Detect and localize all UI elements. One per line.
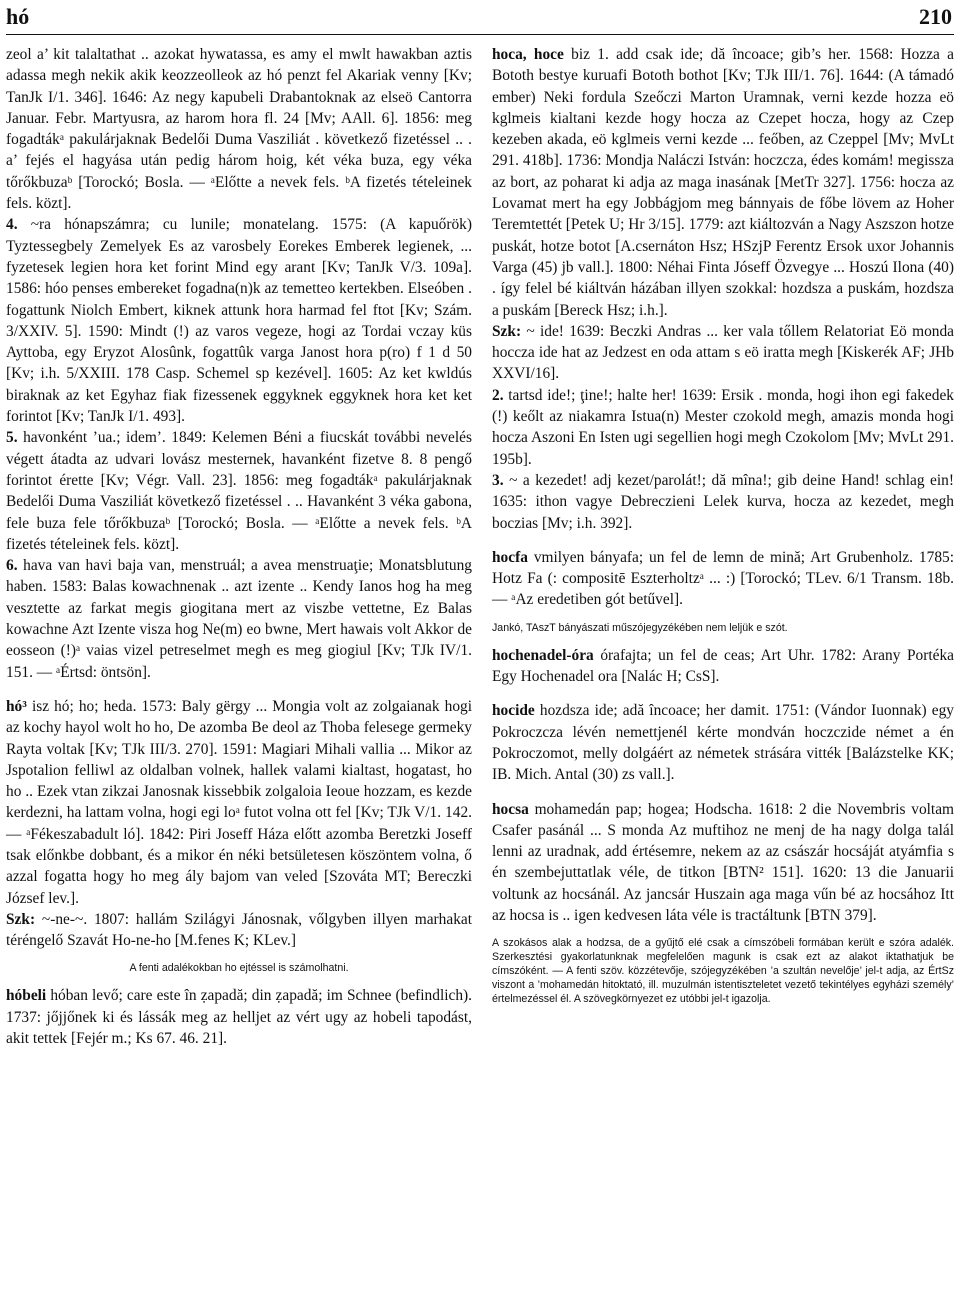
header-headword: hó xyxy=(6,4,30,29)
entry-text: vmilyen bányafa; un fel de lemn de mină; Art Grubenholz. 1785: Hotz Fa (: compositē Eszterholtzᵃ ... :) [Torockó; TLev. 6/1 Transm. 18b. — ᵃAz eredetiben gót betűvel]. xyxy=(492,548,954,609)
sense-number: 6. xyxy=(6,557,18,575)
sense-4 xyxy=(6,214,472,427)
szk-text: ~-ne-~. 1807: hallám Szilágyi Jánosnak, vőlgyben illyen marhakat téréngelő Szavát Ho-ne-ho [M.fenes K; KLev.] xyxy=(6,910,472,950)
entry-hobeli xyxy=(6,985,472,1049)
right-column xyxy=(492,44,954,1016)
szk-hoca xyxy=(492,321,954,385)
editor-note: Jankó, TAszT bányászati műszójegyzékében nem leljük e szót. xyxy=(492,621,788,634)
entry-hocfa xyxy=(492,547,954,611)
sense-2 xyxy=(492,385,954,470)
headword: hóbeli xyxy=(6,987,47,1005)
headword: hocsa xyxy=(492,800,529,818)
entry-hochenadel-ora xyxy=(492,645,954,688)
entry-text: mohamedán pap; hogea; Hodscha. 1618: 2 die Novembris voltam Csafer pasánál ... S monda Az muftihoz ne menj de ha nagy dolga talál lenni az uradnak, add értésemre, nekem az az császár hocsáját atyámfia s én szembejuttatlak véle, de titkon [BTN² 151]. 1620: 13 die Januarii voltunk az hocsánál. Az jancsár Huszain aga maga vűn bé az hocsához Itt az hocsa is .. igen kedvesen láta véle is tractáltunk [BTN 379]. xyxy=(492,800,954,924)
sense-number: 2. xyxy=(492,386,504,404)
entry-text: hozdsza ide; adă încoace; her damit. 1751: (Vándor Iuonnak) egy Pokroczcza lévén nemettjenél kérte mondván hoczczide német a én Pokroczomot, melly dolgáért az németek strására vitték [Balázstelke KK; IB. Mich. Antal (30) zs vall.]. xyxy=(492,702,954,784)
sense-5 xyxy=(6,427,472,555)
szk-label: Szk: xyxy=(6,910,36,928)
sense-text: hava van havi baja van, menstruál; a avea menstruaţie; Monatsblutung haben. 1583: Balas kowachnenak .. azt izente .. Kendy Ianos hog ha meg vesztette az farkat megis giogitana mert az viszbe vettetne, Ez Balas kowachne Azt Izente visza hog Ne(m) eo bwne, Mert hawais volt Akkor de eosseon (!)ᵃ vaias vizel petreselmet megh es meg giogiul [Kv; TJk IV/1. 151. — ᵃÉrtsd: öntsön]. xyxy=(6,557,472,681)
sense-text: ~ra hónapszámra; cu lunile; monatelang. 1575: (A kapuőrök) Tyztessegbely Zemelyek Es az varosbely Eorekes Emberek legienek, ... fyzetesek legien hora ket forint Mind egy arant [Kv; TanJk V/3. 109a]. 1586: hóo penses embereket fogadna(n)k az temetteo kertekben. Elseóben . fogattunk Niolch Embert, kiknek attunk hora harmad fel ftot [Kv; Szám. 3/XXIV. 5]. 1590: Mindt (!) az varos vegeze, hogi az Tordai vczay küs Ayttoba, egy Eryzot Alosûnk, fogattûk varga Janost hora p(ro) f 1 d 50 [Kv; i.h. 5/XXIII. 178 Casp. Schemel sp kezével]. 1605: Az ket kwldús biraknak az ket Egyhaz fiak fizessenek eggyknek eggyknek hora ket ket forintot [Kv; TanJk I/1. 493]. xyxy=(6,216,472,426)
sense-6 xyxy=(6,555,472,683)
sense-3 xyxy=(492,470,954,534)
headword: hocfa xyxy=(492,548,528,566)
running-header xyxy=(6,4,954,35)
headword: hó³ xyxy=(6,697,27,715)
szk-ho3 xyxy=(6,909,472,952)
entry-ho3 xyxy=(6,696,472,909)
entry-text: biz 1. add csak ide; dă încoace; gib’s her. 1568: Hozza a Bototh bestye kuruafi Bototh bothot [Kv; TJk III/1. 76]. 1644: (A támadó ember) Neki fordula Szeőczi Marton Uramnak, verni kezde hozza eö kglmeis kialtani kezde hogy hocza az Czepet hocza, hogy az Czep kezeben akada, eö kglmeis verni kezde ... feőben, az Czeppel [Mv; MvLt 291. 418b]. 1736: Mondja Naláczi István: hoczcza, édes komám! megissza az bort, az poharat ki adja az maga inasának [MetTr 327]. 1756: hocza az Lovamat mert ha egy Jobbágjom meg bánnyais de főbe lövem az Hoher Teremtettét [Petek U; Hr 3/15]. 1779: azt kiáltozván a Nagy Aszszon hotze puskát, hotze botot [A.csernáton Hsz; HSzjP Ferentz Ersok uxor Johannis Varga (45) jb vall.]. 1800: Néhai Finta Jóseff Özvegye ... Hoszú Ilona (40) . így felel bé kiáltván házában illyen szokkal: hozdsza a puskám, hozdsza a puskám [Bereck Hsz; i.h.]. xyxy=(492,46,954,319)
sense-number: 4. xyxy=(6,216,18,234)
sense-text: havonként ’ua.; idem’. 1849: Kelemen Béni a fiucskát további nevelés végett átadta az udvari lovász mesternek, havanként fizetve 8. 8 pengő forintot érette [Kv; Végr. Vall. 23]. 1856: meg fogadtákᵃ pakulárjaknak Bedelői Duma Vasziliát következő fizetéssel . .. Havanként 3 véka gabona, fele buza fele tőrőkbuzaᵇ [Torockó; Bosla. — ᵃElőtte a nevek fels. ᵇA fizetés tételeinek fels. közt]. xyxy=(6,429,472,553)
editor-note: A fenti adalékokban ho ejtéssel is számolhatni. xyxy=(129,962,349,975)
entry-hocide xyxy=(492,700,954,785)
szk-text: ~ ide! 1639: Beczki Andras ... ker vala tőllem Relatoriat Eö monda hoccza ide hat az Jedzest en oda attam s eö iratta megh [Kiskerék AF; JHb XXVI/16]. xyxy=(492,322,954,383)
headword: hoca, hoce xyxy=(492,46,564,63)
sense-text: tartsd ide!; ţine!; halte her! 1639: Ersik . monda, hogi ihon egi fakedek (!) keőlt az niakamra Istua(n) Mester czokold megh, amazis monda hogi hocza Aszoni En Isten ugi segellien hogi megh Czokolom [Mv; MvLt 291. 195b]. xyxy=(492,386,954,468)
page-number: 210 xyxy=(919,4,952,29)
editor-note: A szokásos alak a hodzsa, de a gyűjtő elé csak a címszóbeli formában került e szóra adalék. Szerkesztési gyakorlatunknak megfelelően magunk is csak ezt az alakot iktathatjuk be címszóként. — A fenti szöv. közzétevője, szójegyzékében ’a szultán nevelője’ jel-t adja, az ÉrtSz viszont a ’mohamedán hitoktató, ill. muzulmán istentiszteletet vezető tekintélyes egyházi személy’ értelmezéssel él. A szövegkörnyezet ez utóbbi jel-t igazolja. xyxy=(492,937,954,1006)
left-column xyxy=(6,44,472,1049)
headword: hochenadel-óra xyxy=(492,646,594,664)
entry-text: hóban levő; care este în ẓapadă; din ẓapadă; im Schnee (befindlich). 1737: jőjjőnek ki és lássák meg az helljet az vért ugy az hobeli tapodást, akit tettek [Fejér m.; Ks 67. 46. 21]. xyxy=(6,987,472,1048)
sense-number: 5. xyxy=(6,429,18,447)
entry-text: órafajta; un fel de ceas; Art Uhr. 1782: Arany Portéka Egy Hochenadel ora [Nalác H; CsS]. xyxy=(492,646,954,686)
entry-text: isz hó; ho; heda. 1573: Baly gërgy ... Mongia volt az zolgaianak hogi az kochy hayol wolt ho ho, De azomba Be deol az Thoba felesege germeky Rayta voltak [Kv; TJk III/3. 270]. 1591: Magiari Mihali vallia ... Mikor az Jspotalion felliwl az oldalban volnek, hallek valami kialtast, hogatast, ho ho .. Ezek vtan zikzai Janosnak kissebbik zolgaloia Ieoue hozzam, es kezde kerdezni, ha lattam volna, hogi egi loᵃ futot volna ott fel [Kv; TJk V/1. 142. — ᵃFékeszabadult ló]. 1842: Piri Joseff Háza előtt azomba Beretzki Joseff tsak előnkbe dobbant, és a mikor én néki betsületesen köszöntem volna, ő azzal fogatta hogy ho meg ály bajom van veled [Szováta MT; Bereczki József lev.]. xyxy=(6,697,473,907)
sense-text: ~ a kezedet! adj kezet/parolát!; dă mîna!; gib deine Hand! schlag ein! 1635: ithon vagye Debreczieni Lelek kurva, hocza az kezedet, megh boczias [Mv; i.h. 392]. xyxy=(492,471,954,532)
entry-hoca xyxy=(492,44,954,321)
entry-hocsa xyxy=(492,799,954,927)
sense-number: 3. xyxy=(492,471,504,489)
headword: hocide xyxy=(492,702,535,720)
szk-label: Szk: xyxy=(492,322,522,340)
entry-paragraph: zeol a’ kit talaltathat .. azokat hywatassa, es amy el mwlt hawakban aztis adassa megh nekik akik keozzeolleok az hó penzt fel Akariak venny [Kv; TanJk I/1. 346]. 1646: Az negy kapubeli Drabantoknak az elseö Cantorra Januar. Febr. Martyusra, az harom hora fl. 24 [Mv; AAll. 6]. 1856: meg fogadtákᵃ pakulárjaknak Bedelői Duma Vasziliát . következő fizetéssel .. . a’ fejés el hagyása után pedig három hoig, két véka buza, egy véka tőrőkbuzaᵇ [Torockó; Bosla. — ᵃElőtte a nevek fels. ᵇA fizetés tételeinek fels. közt]. xyxy=(6,46,472,213)
